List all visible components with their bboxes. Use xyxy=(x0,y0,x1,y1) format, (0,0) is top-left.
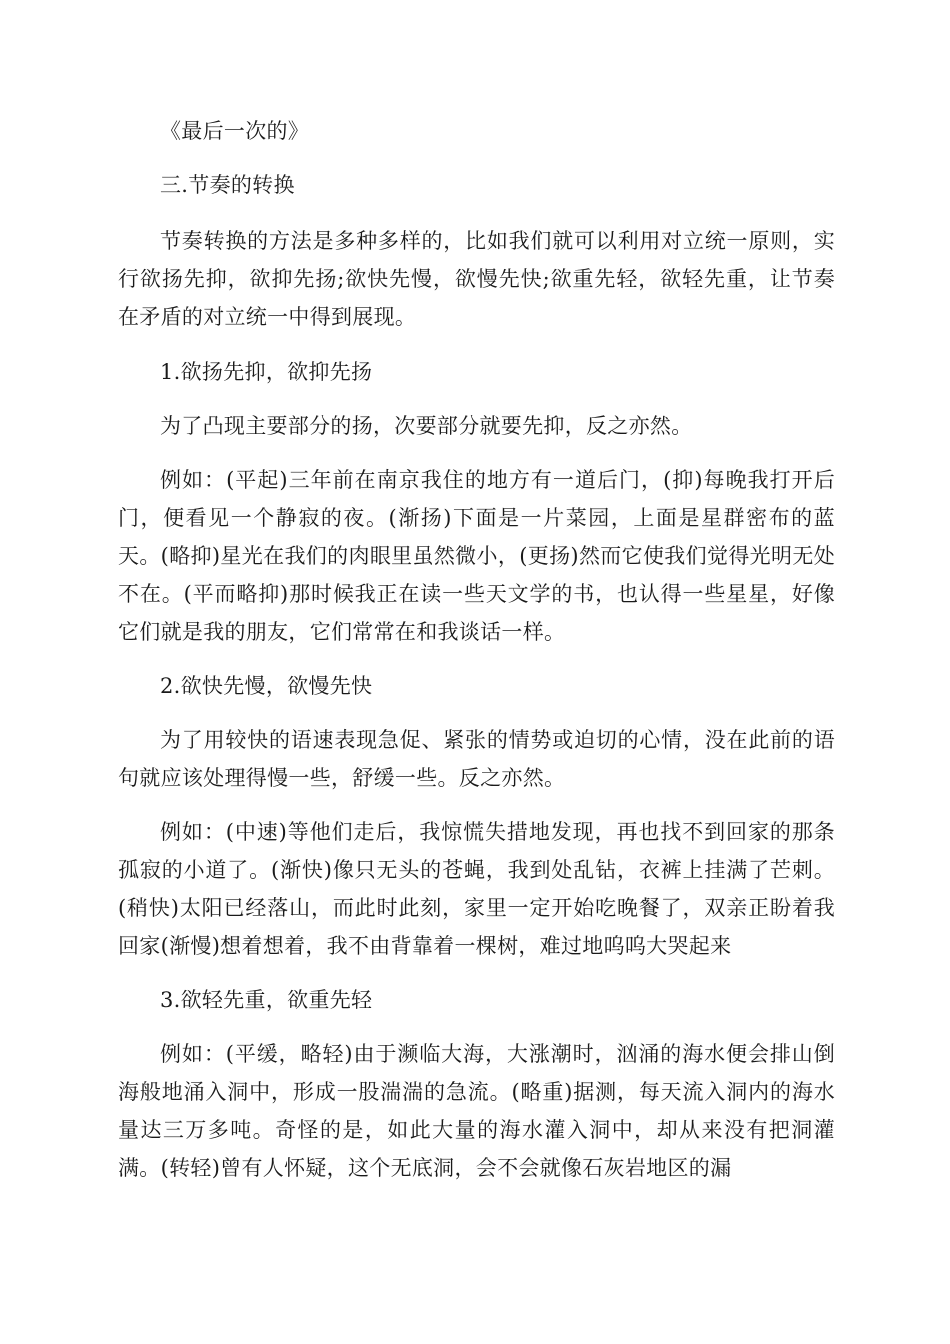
paragraph-1-explanation: 为了凸现主要部分的扬，次要部分就要先抑，反之亦然。 xyxy=(160,414,693,438)
paragraph-1-example: 例如：(平起)三年前在南京我住的地方有一道后门，(抑)每晚我打开后门，便看见一个静寂的夜。(渐扬)下面是一片菜园，上面是星群密布的蓝天。(略抑)星光在我们的肉眼里虽然微小，(更扬)然而它使我们觉得光明无处不在。(平而略抑)那时候我正在读一些天文学的书，也认得一些星星，好像它们就是我的朋友，它们常常在和我谈话一样。 xyxy=(118,468,835,644)
section-heading: 三.节奏的转换 xyxy=(160,173,295,197)
paragraph-3-example: 例如：(平缓，略轻)由于濒临大海，大涨潮时，汹涌的海水便会排山倒海般地涌入洞中，形成一股湍湍的急流。(略重)据测，每天流入洞内的海水量达三万多吨。奇怪的是，如此大量的海水灌入洞中，却从来没有把洞灌满。(转轻)曾有人怀疑，这个无底洞，会不会就像石灰岩地区的漏 xyxy=(118,1042,835,1180)
book-title-line: 《最后一次的》 xyxy=(160,119,310,143)
intro-paragraph: 节奏转换的方法是多种多样的，比如我们就可以利用对立统一原则，实行欲扬先抑，欲抑先扬;欲快先慢，欲慢先快;欲重先轻，欲轻先重，让节奏在矛盾的对立统一中得到展现。 xyxy=(118,229,835,329)
subheading-2: 2.欲快先慢，欲慢先快 xyxy=(160,674,373,698)
subheading-3: 3.欲轻先重，欲重先轻 xyxy=(160,988,373,1012)
paragraph-2-example: 例如：(中速)等他们走后，我惊慌失措地发现，再也找不到回家的那条孤寂的小道了。(渐快)像只无头的苍蝇，我到处乱钻，衣裤上挂满了芒刺。(稍快)太阳已经落山，而此时此刻，家里一定开始吃晚餐了，双亲正盼着我回家(渐慢)想着想着，我不由背靠着一棵树，难过地呜呜大哭起来 xyxy=(118,820,835,958)
paragraph-2-explanation: 为了用较快的语速表现急促、紧张的情势或迫切的心情，没在此前的语句就应该处理得慢一些，舒缓一些。反之亦然。 xyxy=(118,728,835,790)
subheading-1: 1.欲扬先抑，欲抑先扬 xyxy=(160,360,373,384)
